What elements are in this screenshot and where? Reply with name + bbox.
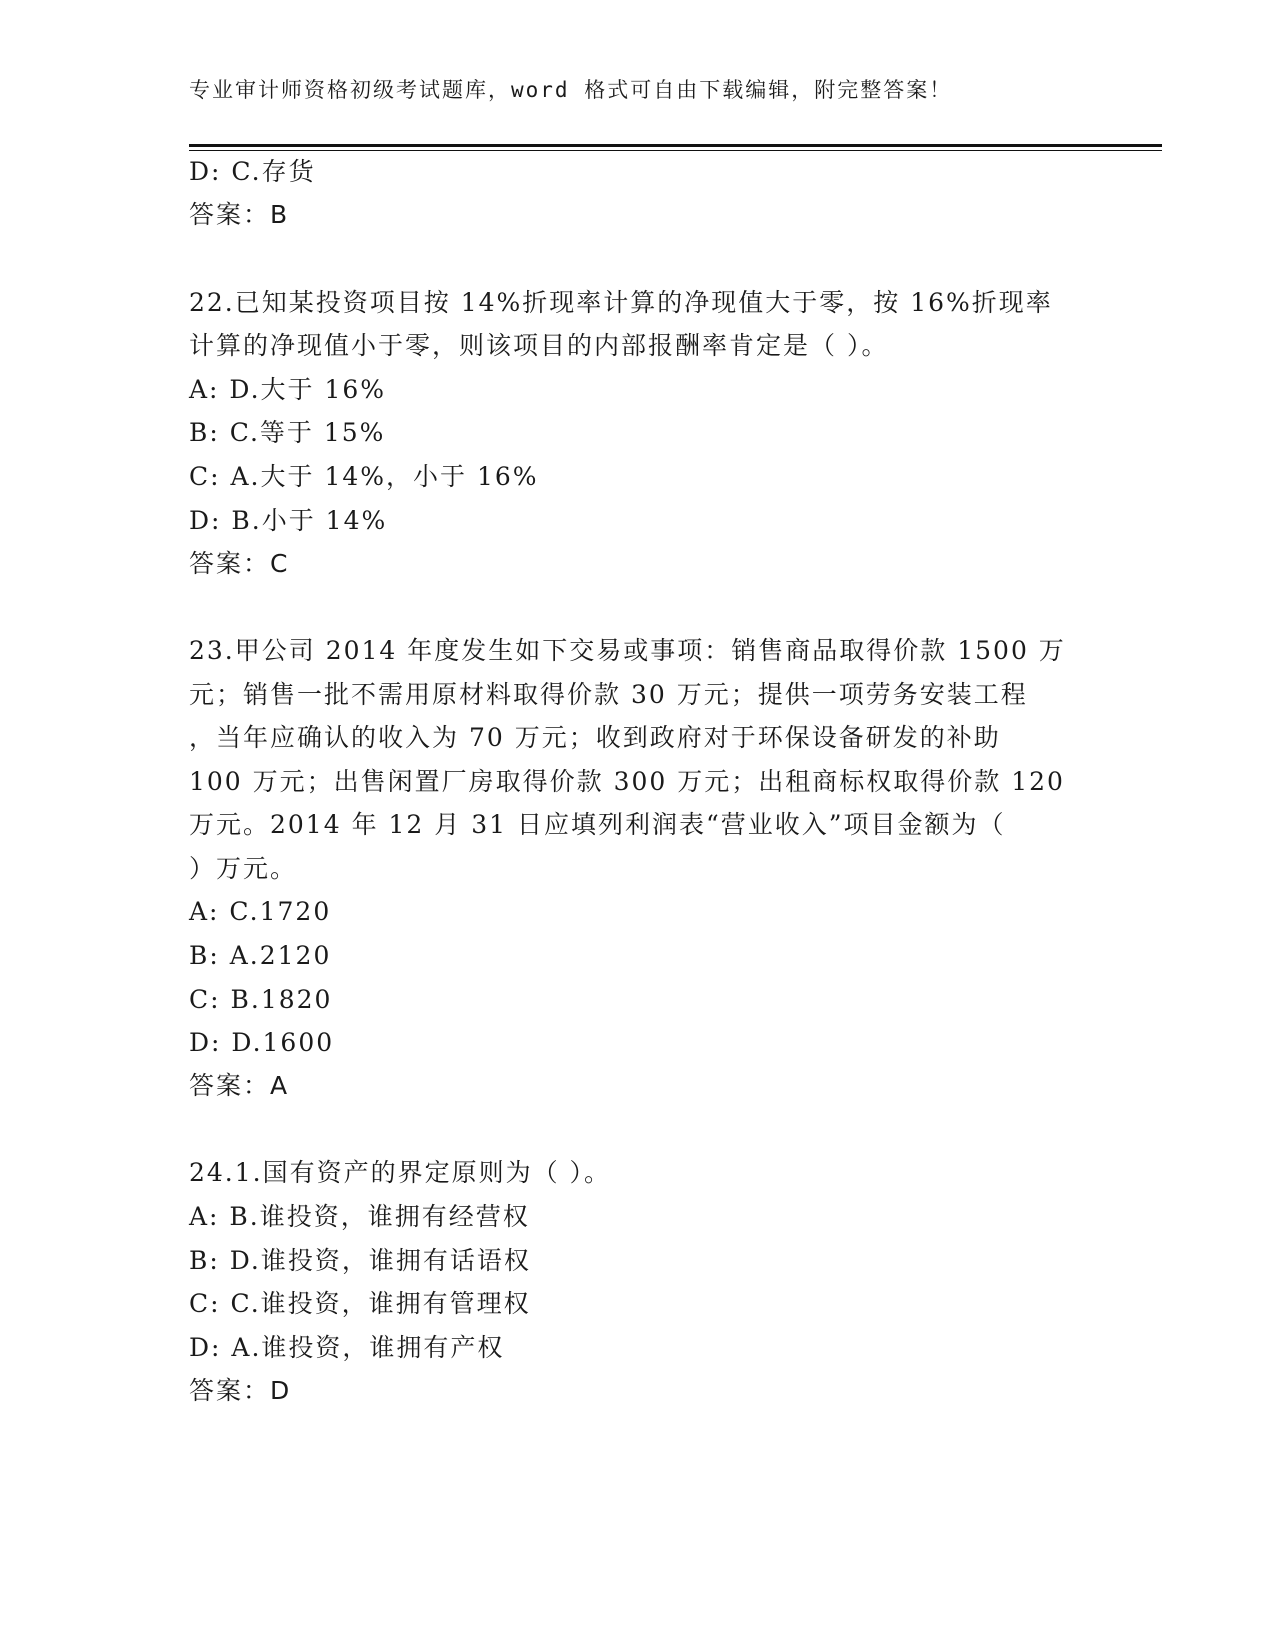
option-line: A: B.谁投资，谁拥有经营权	[189, 1202, 530, 1231]
question-line: 计算的净现值小于零，则该项目的内部报酬率肯定是（ ）。	[189, 331, 889, 360]
answer-line: 答案：A	[189, 1071, 290, 1100]
question-line: 万元。2014 年 12 月 31 日应填列利润表“营业收入”项目金额为（	[189, 810, 1006, 839]
option-line: C: C.谁投资，谁拥有管理权	[189, 1289, 531, 1318]
option-line: C: A.大于 14%，小于 16%	[189, 462, 539, 491]
question-line: 100 万元；出售闲置厂房取得价款 300 万元；出租商标权取得价款 120	[189, 767, 1065, 796]
option-line: D: C.存货	[189, 157, 316, 186]
option-line: D: D.1600	[189, 1028, 335, 1057]
question-line: 23.甲公司 2014 年度发生如下交易或事项：销售商品取得价款 1500 万	[189, 636, 1066, 665]
option-line: A: C.1720	[189, 897, 332, 926]
option-line: C: B.1820	[189, 985, 333, 1014]
question-line: ）万元。	[189, 854, 298, 883]
option-line: A: D.大于 16%	[189, 375, 387, 404]
option-line: B: D.谁投资，谁拥有话语权	[189, 1246, 531, 1275]
question-line: 22.已知某投资项目按 14%折现率计算的净现值大于零，按 16%折现率	[189, 288, 1053, 317]
answer-line: 答案：B	[189, 200, 290, 229]
header-rule-thick	[189, 144, 1162, 147]
page-header: 专业审计师资格初级考试题库，word 格式可自由下载编辑，附完整答案！	[189, 78, 953, 102]
question-line: 24.1.国有资产的界定原则为（ ）。	[189, 1158, 612, 1187]
question-line: 元；销售一批不需用原材料取得价款 30 万元；提供一项劳务安装工程	[189, 680, 1028, 709]
option-line: D: B.小于 14%	[189, 506, 388, 535]
option-line: B: C.等于 15%	[189, 418, 386, 447]
option-line: B: A.2120	[189, 941, 332, 970]
question-line: ，当年应确认的收入为 70 万元；收到政府对于环保设备研发的补助	[189, 723, 1001, 752]
answer-line: 答案：C	[189, 549, 290, 578]
header-rule-thin	[189, 150, 1162, 151]
answer-line: 答案：D	[189, 1376, 292, 1405]
option-line: D: A.谁投资，谁拥有产权	[189, 1333, 505, 1362]
